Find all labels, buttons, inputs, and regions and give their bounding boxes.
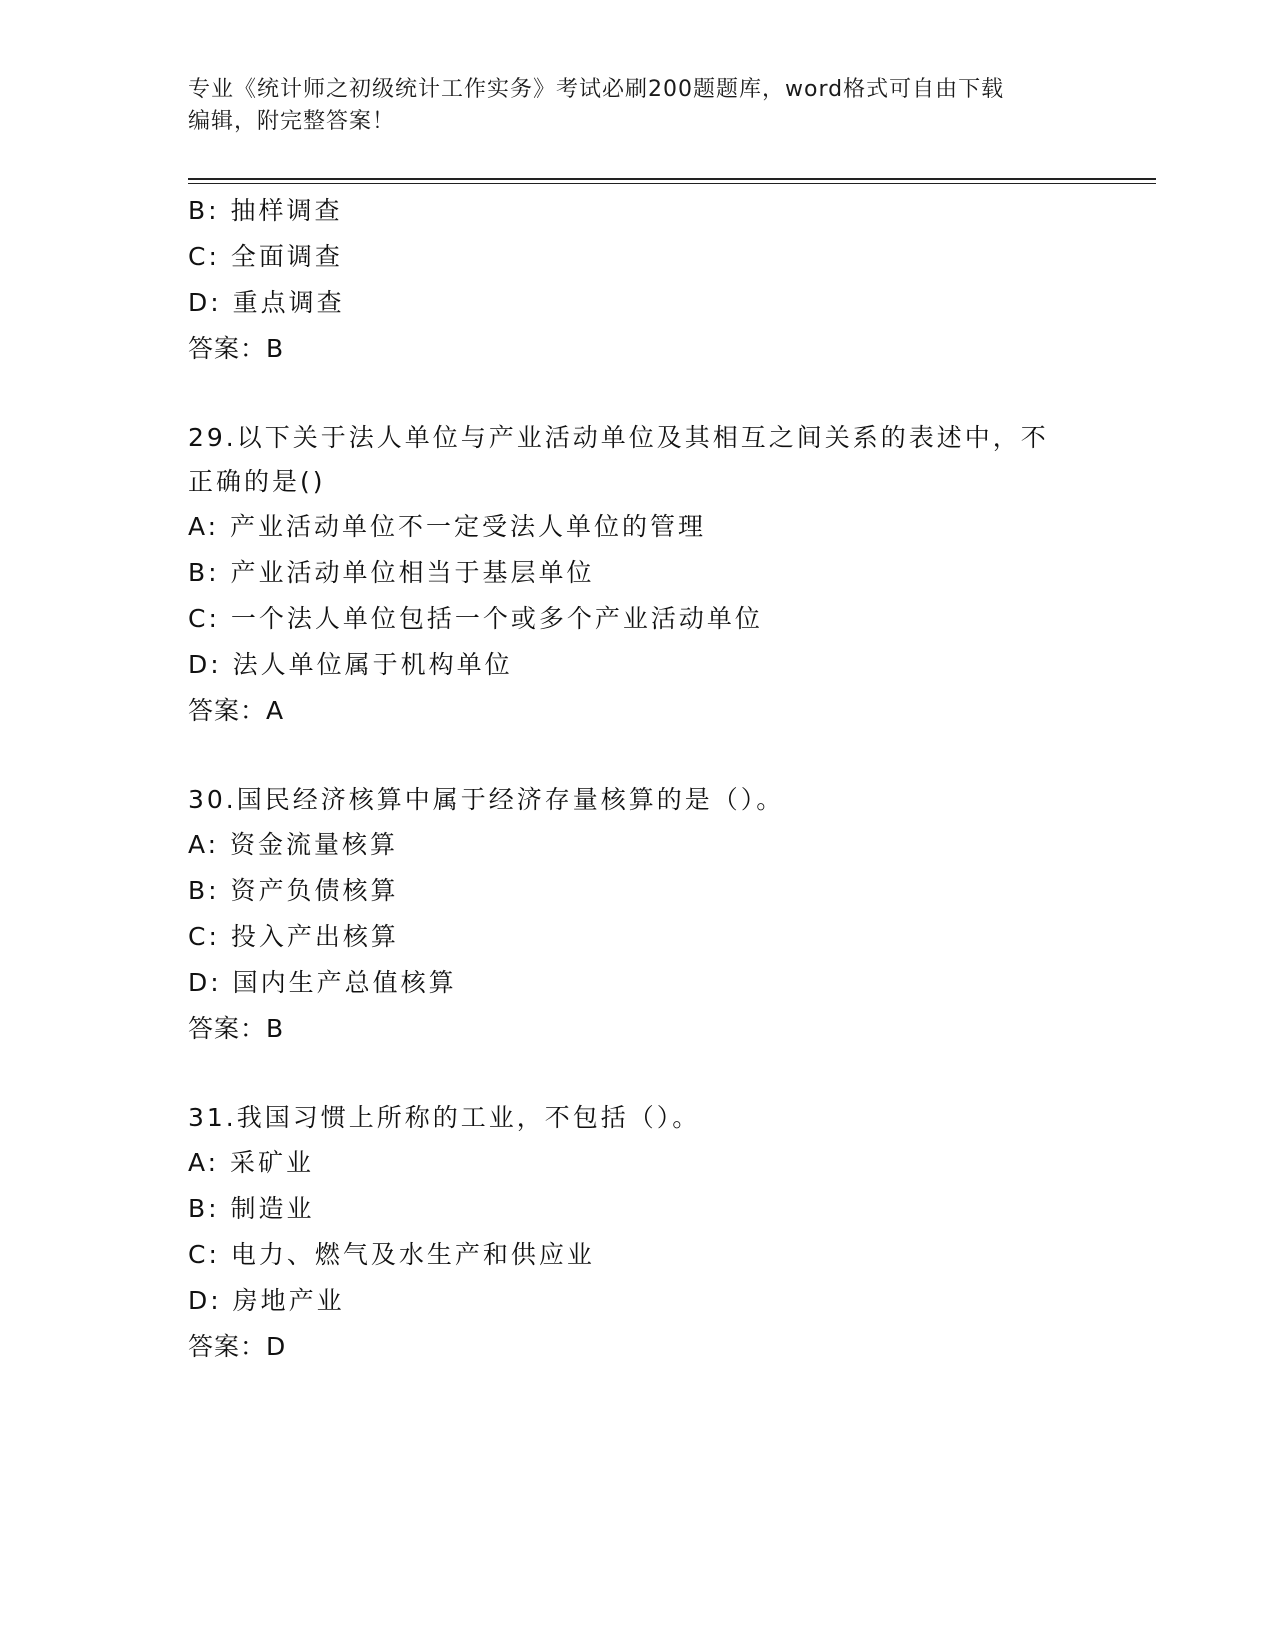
header-line-2: 编辑，附完整答案！ xyxy=(188,109,396,134)
spacer xyxy=(188,1052,1088,1096)
option-a: A: 采矿业 xyxy=(188,1148,315,1177)
answer-line: 答案：B xyxy=(188,334,285,363)
partial-question xyxy=(188,188,1088,372)
option-a: A: 产业活动单位不一定受法人单位的管理 xyxy=(188,512,707,541)
answer-line: 答案：D xyxy=(188,1332,287,1361)
option-b: B: 资产负债核算 xyxy=(188,876,399,905)
option-b: B: 制造业 xyxy=(188,1194,315,1223)
question-stem-line-2: 正确的是() xyxy=(188,467,326,496)
option-a: A: 资金流量核算 xyxy=(188,830,399,859)
document-header xyxy=(188,74,1088,138)
option-c: C: 投入产出核算 xyxy=(188,922,399,951)
answer-line: 答案：B xyxy=(188,1014,285,1043)
header-divider-thick xyxy=(188,178,1156,180)
option-d: D: 重点调查 xyxy=(188,288,345,317)
question-31 xyxy=(188,1096,1088,1370)
question-29 xyxy=(188,416,1088,734)
question-30 xyxy=(188,778,1088,1052)
header-line-1: 专业《统计师之初级统计工作实务》考试必刷200题题库，word格式可自由下载 xyxy=(188,77,1005,102)
option-b: B: 产业活动单位相当于基层单位 xyxy=(188,558,595,587)
option-c: C: 电力、燃气及水生产和供应业 xyxy=(188,1240,595,1269)
option-d: D: 国内生产总值核算 xyxy=(188,968,457,997)
answer-line: 答案：A xyxy=(188,696,285,725)
option-c: C: 一个法人单位包括一个或多个产业活动单位 xyxy=(188,604,763,633)
question-stem-line-1: 30.国民经济核算中属于经济存量核算的是（）。 xyxy=(188,785,785,814)
spacer xyxy=(188,734,1088,778)
option-b: B: 抽样调查 xyxy=(188,196,343,225)
option-d: D: 房地产业 xyxy=(188,1286,345,1315)
question-stem-line-1: 31.我国习惯上所称的工业，不包括（）。 xyxy=(188,1103,701,1132)
option-c: C: 全面调查 xyxy=(188,242,343,271)
question-list xyxy=(188,188,1088,1370)
question-stem-line-1: 29.以下关于法人单位与产业活动单位及其相互之间关系的表述中，不 xyxy=(188,423,1049,452)
header-divider-thin xyxy=(188,183,1156,184)
spacer xyxy=(188,372,1088,416)
option-d: D: 法人单位属于机构单位 xyxy=(188,650,513,679)
